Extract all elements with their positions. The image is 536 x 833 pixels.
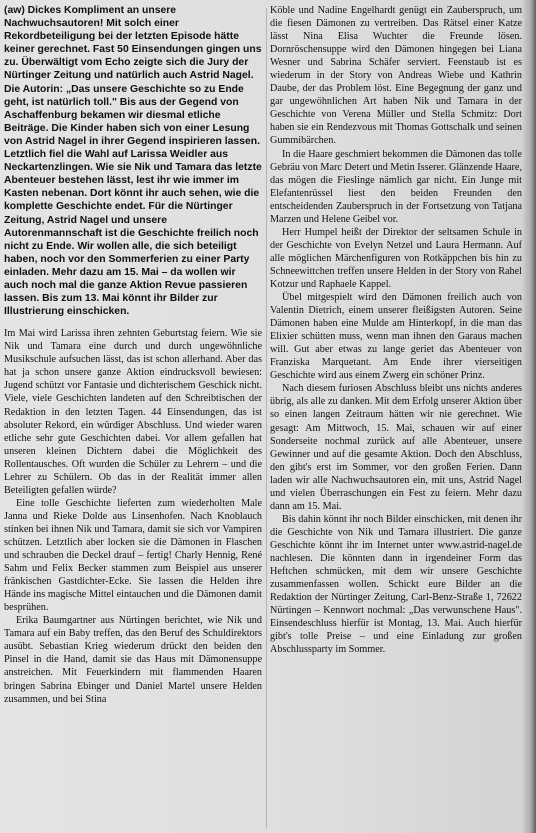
body-paragraph: Eine tolle Geschichte lieferten zum wiederholten Male Janna und Rieke Dolde aus Linsenhofen. Nach Knoblauch stinken bei ihnen Nik und Tamara, damit sie sich vor Vampiren schützen. Letztlich aber locken sie die Dämonen in Flaschen und schrauben die Deckel drauf – fertig! Charly Hennig, René Sahm und Felix Becker stammen zum Beispiel aus unserer fränkischen Gastdichter-Ecke. Sie lassen die Helden ihre Hände ins magische Mittel eintauchen und die Dämonen damit besprühen. xyxy=(4,497,262,614)
teaser-paragraph: (aw) Dickes Kompliment an unsere Nachwuchsautoren! Mit solch einer Rekordbeteiligung bei der letzten Episode hätte keiner gerechnet. Fast 50 Einsendungen gingen uns zu. Überwältigt vom Echo zeigte sich die Jury der Nürtinger Zeitung und natürlich auch Astrid Nagel. Die Autorin: „Das unsere Geschichte so zu Ende geht, ist natürlich toll." Bis aus der Gegend von Aschaffenburg bekamen wir diesmal etliche Beiträge. Die Kinder haben sich von einer Lesung von Astrid Nagel in ihrer Gegend inspirieren lassen. Letztlich fiel die Wahl auf Larissa Weidler aus Neckartenzlingen. Wie sie Nik und Tamara das letzte Abenteuer bestehen lässt, lest ihr wie immer im Kasten nebenan. Dort könnt ihr auch sehen, wie die komplette Geschichte endet. Für die Nürtinger Zeitung, Astrid Nagel und unsere Autorenmannschaft ist die Geschichte freilich noch nicht zu Ende. Wir wollen alle, die sich beteiligt haben, noch vor den Sommerferien zu einer Party einladen. Mehr dazu am 15. Mai – da wollen wir auch noch mal die ganze Aktion Revue passieren lassen. Bis zum 13. Mai könnt ihr Bilder zur Illustrierung einschicken. xyxy=(4,5,262,318)
body-paragraph: Herr Humpel heißt der Direktor der seltsamen Schule in der Geschichte von Evelyn Netzel und Laura Hermann. Auf alle möglichen Märchenfiguren von Rotkäppchen bis hin zu Schneewittchen treffen unsere Helden in der Story von Rahel Kotzur und Raphaele Kappel. xyxy=(270,226,522,290)
body-paragraph: Nach diesem furiosen Abschluss bleibt uns nichts anderes übrig, als alle zu danken. Mit dem Erfolg unserer Aktion über so einen langen Zeitraum hätten wir nie gerechnet. Wie gesagt: Am Mittwoch, 15. Mai, schauen wir auf einer Sonderseite nochmal zurück auf alle Abenteuer, unsere Gewinner und auf die gesamte Aktion. Doch den Abschluss, den gibt's erst im Sommer, vor den großen Ferien. Dann laden wir alle Nachwuchsautoren ein, mit uns, Astrid Nagel und vielen Überraschungen ein Fest zu feiern. Mehr dazu dann am 15. Mai. xyxy=(270,383,522,512)
body-paragraph: Übel mitgespielt wird den Dämonen freilich auch von Valentin Dietrich, einem unserer fleißigsten Autoren. Seine Dämonen haben eine Mulde am Hinterkopf, in die man das Elixier schütten muss, wenn man ihnen den Garaus machen will. Gut aber etwas zu lange geriet das Abenteuer von Franziska Marquetant. Am Ende ihrer vierseitigen Geschichte wird aus einem Zwerg ein schöner Prinz. xyxy=(270,292,522,382)
page-edge-shadow xyxy=(522,0,536,833)
left-column xyxy=(4,4,262,706)
body-paragraph: Im Mai wird Larissa ihren zehnten Geburtstag feiern. Wie sie Nik und Tamara eine durch und durch ungewöhnliche Musikschule aufsuchen lässt, das ist schon allerhand. Aber das hat ja schon unsere ganze Aktion eindrucksvoll bewiesen: Jugend schützt vor Fantasie und dichterischem Geschick nicht. Viele, viele Geschichten landeten auf den Schreibtischen der Redaktion in den letzten Tagen. 44 Einsendungen, das ist absoluter Rekord, ein würdiger Abschluss. Und wieder waren etliche sehr gute Geschichten dabei. Vor allem gefallen hat unseren kleinen Dichtern dabei die Möglichkeit des Rollentausches. Oft wurden die Schüler zu Lehrern – und die Lehrer zu Schülern. Ob das in der Realität immer allen Beteiligten gefallen würde? xyxy=(4,328,262,496)
column-divider xyxy=(266,8,267,828)
body-paragraph: Erika Baumgartner aus Nürtingen berichtet, wie Nik und Tamara auf ein Baby treffen, das den Beruf des Schuldirektors ausübt. Sebastian Krieg wiederum drückt den beiden den Pinsel in die Hand, damit sie das Haus mit Dämonensuppe anstreichen. Mit Feuerkindern mit flammenden Haaren bringen Sabrina Ebinger und Daniel Martel unsere Helden zusammen, und bei Stina xyxy=(4,615,262,705)
body-paragraph: In die Haare geschmiert bekommen die Dämonen das tolle Gebräu von Marc Detert und Metin Isserer. Glänzende Haare, das mögen die Fieslinge nämlich gar nicht. Ein Junge mit Elefantenrüssel liest den beiden Freunden den entscheidenden Zauberspruch in der Fortsetzung von Tatjana Marzen und Helene Geibel vor. xyxy=(270,148,522,225)
right-column xyxy=(270,4,522,656)
body-paragraph: Bis dahin könnt ihr noch Bilder einschicken, mit denen ihr die Geschichte von Nik und Tamara illustriert. Die ganze Geschichte könnt ihr im Internet unter www.astrid-nagel.de nachlesen. Die könnten dann in irgendeiner Form das Heftchen schmücken, mit dem wir unsere Geschichte zusammenfassen wollen. Schickt eure Bilder an die Redaktion der Nürtinger Zeitung, Carl-Benz-Straße 1, 72622 Nürtingen – Kennwort nochmal: „Das verwunschene Haus". Einsendeschluss hierfür ist Montag, 13. Mai. Auch hierfür gibt's tolle Preise – und eine Einladung zur großen Abschlussparty im Sommer. xyxy=(270,513,522,656)
body-paragraph: Köble und Nadine Engelhardt genügt ein Zauberspruch, um die fiesen Dämonen zu vertreiben. Das Rätsel einer Katze lässt Nina Elisa Wuchter die Freunde lösen. Dornröschensuppe wird den Dämonen hingegen bei Liana Wesner und Sabrina Schäfer serviert. Feenstaub ist es wiederum in der Story von Andreas Wiebe und Kathrin Daube, der das Problem löst. Eine Begegnung der ganz und gar ungewöhnlichen Art haben Nik und Tamara in der Geschichte von Verena Müller und Stella Schmitz: Dort haben sie ein Rendezvous mit Thomas Gottschalk und seinen Gummibärchen. xyxy=(270,5,522,147)
